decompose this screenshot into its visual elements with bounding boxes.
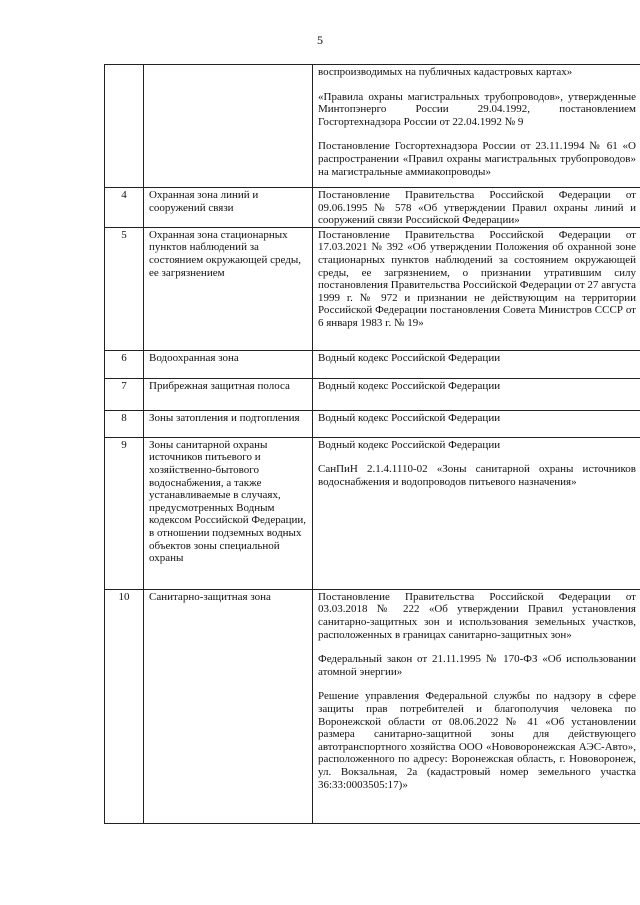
document-paragraph: воспроизводимых на публичных кадастровых картах»	[318, 66, 573, 78]
zone-documents	[313, 227, 640, 350]
page-number: 5	[317, 33, 323, 47]
table-row	[105, 227, 640, 350]
table-row	[105, 350, 640, 378]
row-number: 10	[105, 589, 144, 823]
row-number: 9	[105, 437, 144, 589]
document-paragraph: Постановление Правительства Российской Федерации от 03.03.2018 № 222 «Об утверждении Правил установления санитарно-защитных зон и использования земельных участков, расположенных в границах санитарно-защитных зон»	[318, 590, 636, 641]
document-paragraph: Водный кодекс Российской Федерации	[318, 379, 501, 392]
document-paragraph: Водный кодекс Российской Федерации	[318, 438, 501, 451]
zone-name: Водоохранная зона	[144, 350, 313, 378]
row-number: 4	[105, 188, 144, 228]
table-row	[105, 65, 640, 188]
document-paragraph: Постановление Правительства Российской Федерации от 17.03.2021 № 392 «Об утверждении Положения об охранной зоне стационарных пунктов наблюдений за состоянием окружающей среды, ее загрязнением, о признании утратившим силу постановления Правительства Российской Федерации от 27 августа 1999 г. № 972 и признании не действующим на территории Российской Федерации постановления Совета Министров СССР от 6 января 1983 г. № 19»	[318, 228, 636, 329]
zone-name: Охранная зона стационарных пунктов наблюдений за состоянием окружающей среды, ее загрязнением	[144, 227, 313, 350]
table-row	[105, 589, 640, 823]
zone-name: Зоны санитарной охраны источников питьевого и хозяйственно-бытового водоснабжения, а также устанавливаемые в случаях, предусмотренных Водным кодексом Российской Федерации, в отношении подземных водных объектов зоны специальной охраны	[144, 437, 313, 589]
document-paragraph: Водный кодекс Российской Федерации	[318, 351, 501, 364]
row-number: 5	[105, 227, 144, 350]
zone-name	[144, 65, 313, 188]
document-paragraph: Постановление Госгортехнадзора России от 23.11.1994 № 61 «О распространении «Правил охраны магистральных трубопроводов» на магистральные аммиакопроводы»	[318, 140, 636, 178]
zone-documents	[313, 410, 640, 437]
zone-documents	[313, 188, 640, 228]
document-paragraph: СанПиН 2.1.4.1110-02 «Зоны санитарной охраны источников водоснабжения и водопроводов питьевого назначения»	[318, 463, 636, 488]
row-number: 7	[105, 378, 144, 410]
zone-documents	[313, 350, 640, 378]
zone-name: Охранная зона линий и сооружений связи	[144, 188, 313, 228]
document-paragraph: «Правила охраны магистральных трубопроводов», утвержденные Минтопэнерго России 29.04.1992, постановлением Госгортехнадзора России от 22.04.1992 № 9	[318, 90, 636, 128]
document-paragraph: Федеральный закон от 21.11.1995 № 170-ФЗ «Об использовании атомной энергии»	[318, 653, 636, 678]
table-row	[105, 410, 640, 437]
zone-documents	[313, 378, 640, 410]
zone-name: Прибрежная защитная полоса	[144, 378, 313, 410]
document-paragraph: Решение управления Федеральной службы по надзору в сфере защиты прав потребителей и благополучия человека по Воронежской области от 08.06.2022 № 41 «Об установлении размера санитарно-защитной зоны для действующего автотранспортного хозяйства ООО «Нововоронежская АЭС-Авто», расположенного по адресу: Воронежская область, г. Нововоронеж, ул. Вокзальная, 2а (кадастровый номер земельного участка 36:33:0003505:17)»	[318, 690, 636, 791]
zones-table	[104, 64, 640, 824]
table-row	[105, 437, 640, 589]
zone-documents	[313, 65, 640, 188]
zone-documents	[313, 589, 640, 823]
row-number: 6	[105, 350, 144, 378]
row-number: 8	[105, 410, 144, 437]
row-number	[105, 65, 144, 188]
zone-name: Санитарно-защитная зона	[144, 589, 313, 823]
document-paragraph: Постановление Правительства Российской Федерации от 09.06.1995 № 578 «Об утверждении Правил охраны линий и сооружений связи Российской Федерации»	[318, 189, 636, 227]
zone-name: Зоны затопления и подтопления	[144, 410, 313, 437]
zone-documents	[313, 437, 640, 589]
document-paragraph: Водный кодекс Российской Федерации	[318, 411, 501, 424]
table-row	[105, 378, 640, 410]
table-row	[105, 188, 640, 228]
